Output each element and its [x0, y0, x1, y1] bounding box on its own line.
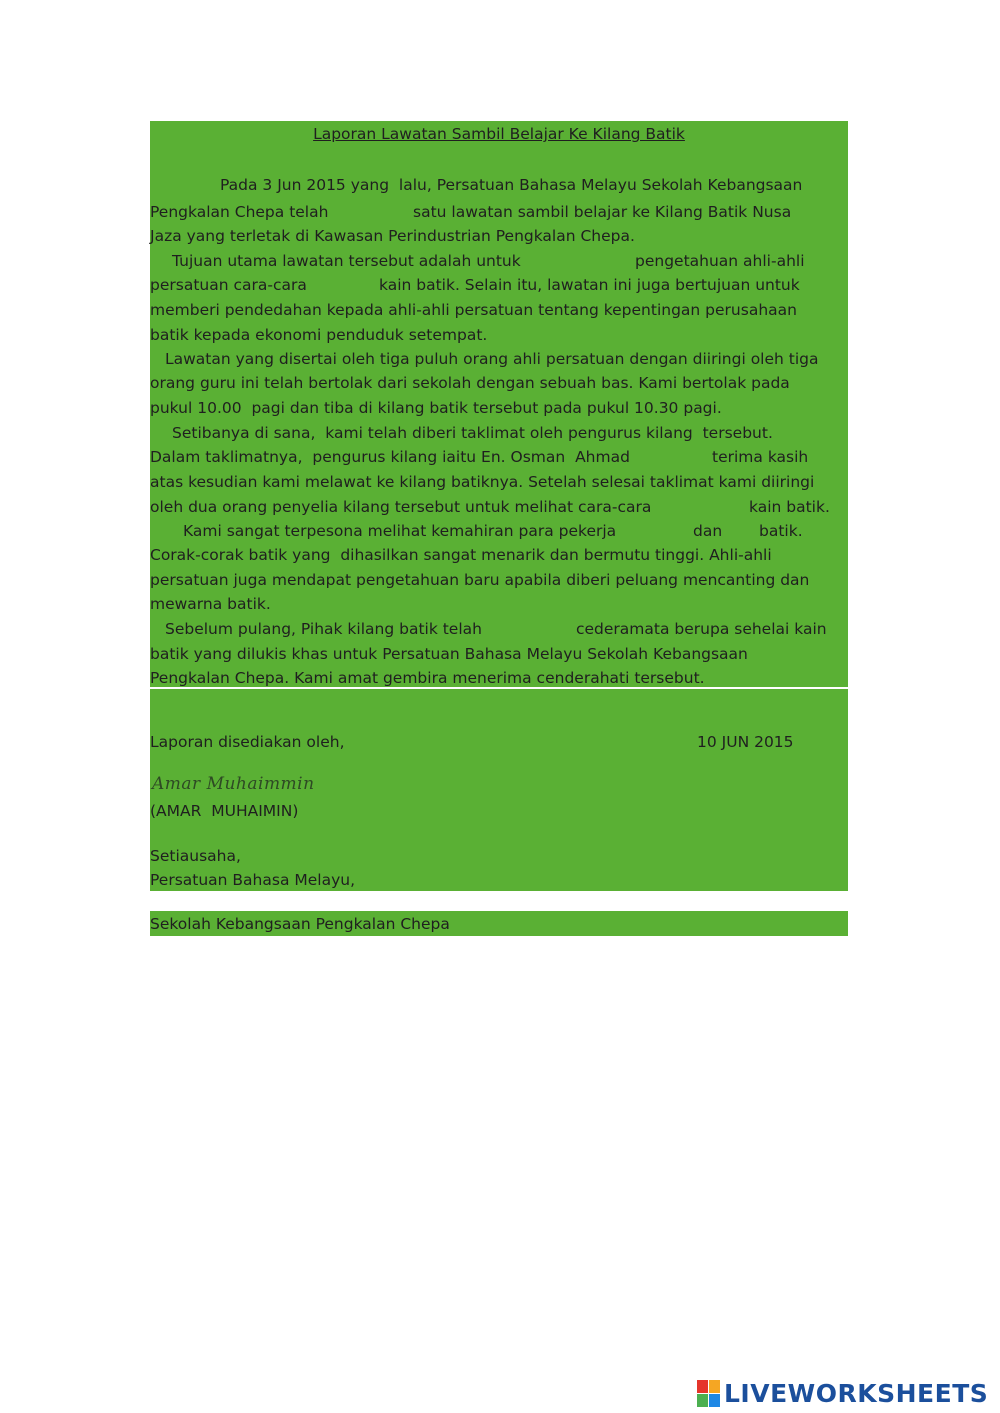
- paragraph-line: Lawatan yang disertai oleh tiga puluh orang ahli persatuan dengan diiringi oleh tiga: [165, 350, 819, 368]
- signature-panel: [150, 689, 848, 891]
- report-body-panel: [150, 121, 848, 687]
- paragraph-line: persatuan juga mendapat pengetahuan baru apabila diberi peluang mencanting dan: [150, 571, 810, 589]
- paragraph-line: Setibanya di sana, kami telah diberi taklimat oleh pengurus kilang tersebut.: [172, 424, 773, 442]
- paragraph-line: oleh dua orang penyelia kilang tersebut untuk melihat cara-cara: [150, 498, 652, 516]
- liveworksheets-logo[interactable]: [697, 1378, 988, 1408]
- paragraph-line: Jaza yang terletak di Kawasan Perindustrian Pengkalan Chepa.: [150, 227, 635, 245]
- report-title: Laporan Lawatan Sambil Belajar Ke Kilang Batik: [313, 125, 685, 143]
- paragraph-line: atas kesudian kami melawat ke kilang batiknya. Setelah selesai taklimat kami diiringi: [150, 473, 815, 491]
- report-date: 10 JUN 2015: [697, 733, 794, 751]
- school-name: Sekolah Kebangsaan Pengkalan Chepa: [150, 915, 450, 933]
- paragraph-line: batik yang dilukis khas untuk Persatuan Bahasa Melayu Sekolah Kebangsaan: [150, 645, 748, 663]
- paragraph-line: batik kepada ekonomi penduduk setempat.: [150, 326, 488, 344]
- handwritten-signature: Amar Muhaimmin: [152, 774, 315, 794]
- paragraph-line: pukul 10.00 pagi dan tiba di kilang batik tersebut pada pukul 10.30 pagi.: [150, 399, 722, 417]
- signatory-name: (AMAR MUHAIMIN): [150, 802, 299, 820]
- paragraph-line: Tujuan utama lawatan tersebut adalah untuk: [172, 252, 521, 270]
- logo-blocks-icon: [697, 1380, 720, 1407]
- brand-name: LIVEWORKSHEETS: [724, 1378, 989, 1408]
- paragraph-line: dan: [693, 522, 723, 540]
- paragraph-line: Pengkalan Chepa. Kami amat gembira menerima cenderahati tersebut.: [150, 669, 705, 687]
- paragraph-line: terima kasih: [712, 448, 809, 466]
- paragraph-line: kain batik.: [749, 498, 830, 516]
- school-panel: [150, 911, 848, 936]
- paragraph-line: kain batik. Selain itu, lawatan ini juga bertujuan untuk: [379, 276, 800, 294]
- paragraph-line: memberi pendedahan kepada ahli-ahli persatuan tentang kepentingan perusahaan: [150, 301, 797, 319]
- paragraph-line: orang guru ini telah bertolak dari sekolah dengan sebuah bas. Kami bertolak pada: [150, 374, 790, 392]
- paragraph-line: Sebelum pulang, Pihak kilang batik telah: [165, 620, 482, 638]
- signatory-role: Setiausaha,: [150, 847, 241, 865]
- paragraph-line: satu lawatan sambil belajar ke Kilang Batik Nusa: [413, 203, 792, 221]
- paragraph-line: pengetahuan ahli-ahli: [635, 252, 805, 270]
- paragraph-line: Corak-corak batik yang dihasilkan sangat menarik dan bermutu tinggi. Ahli-ahli: [150, 546, 772, 564]
- paragraph-line: Pada 3 Jun 2015 yang lalu, Persatuan Bahasa Melayu Sekolah Kebangsaan: [220, 176, 803, 194]
- paragraph-line: persatuan cara-cara: [150, 276, 307, 294]
- paragraph-line: cederamata berupa sehelai kain: [576, 620, 827, 638]
- prepared-by-label: Laporan disediakan oleh,: [150, 733, 345, 751]
- paragraph-line: Dalam taklimatnya, pengurus kilang iaitu En. Osman Ahmad: [150, 448, 630, 466]
- paragraph-line: Pengkalan Chepa telah: [150, 203, 329, 221]
- paragraph-line: mewarna batik.: [150, 595, 271, 613]
- paragraph-line: batik.: [759, 522, 803, 540]
- signatory-organization: Persatuan Bahasa Melayu,: [150, 871, 356, 889]
- paragraph-line: Kami sangat terpesona melihat kemahiran para pekerja: [183, 522, 617, 540]
